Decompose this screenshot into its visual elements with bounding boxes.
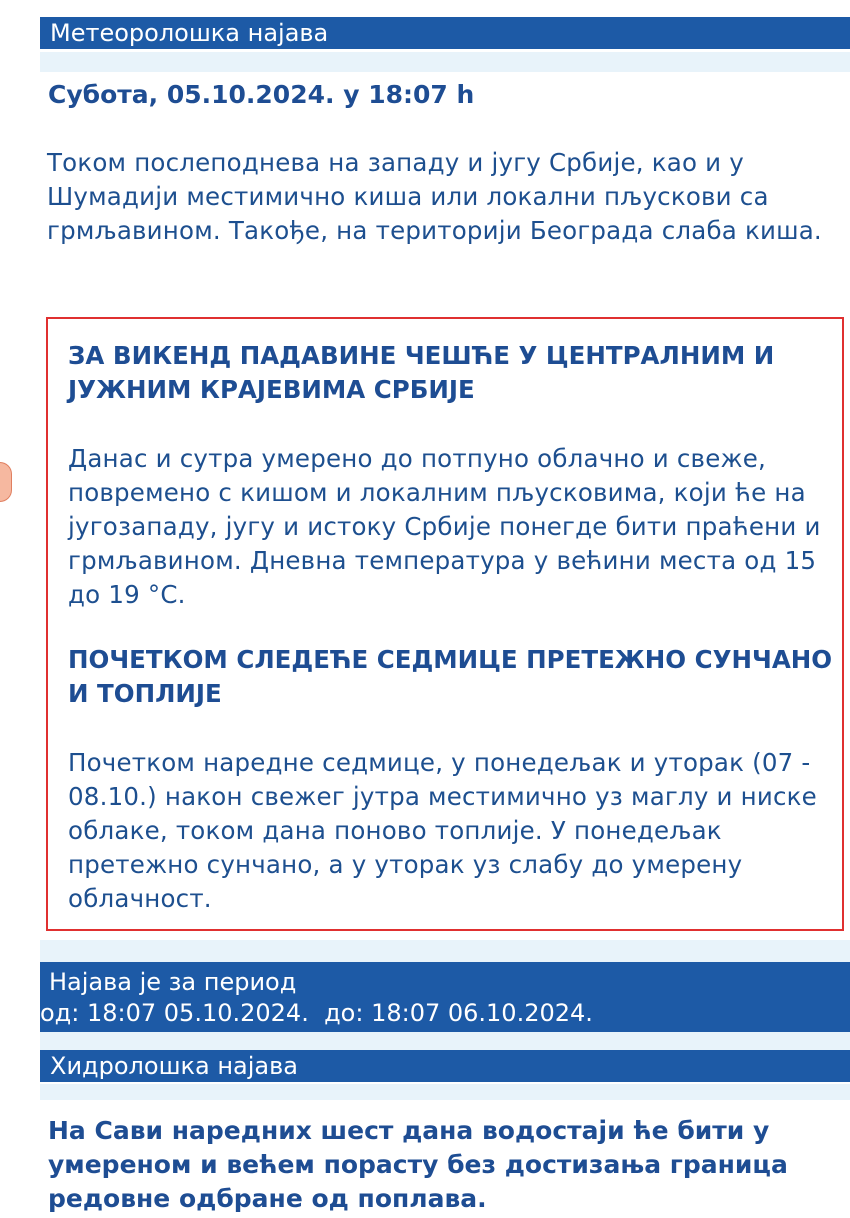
meteo-forecast-header: Метеоролошка најава <box>40 17 850 49</box>
hydro-forecast-text: На Сави наредних шест дана водостаји ће бити у умереном и већем порасту без достизања граница редовне одбране од поплава. <box>48 1116 788 1213</box>
period-label: Најава је за период <box>49 968 297 996</box>
hydro-top-strip <box>40 1032 850 1050</box>
forecast-date-line: Субота, 05.10.2024. у 18:07 h <box>48 80 475 109</box>
period-top-strip <box>40 940 850 962</box>
outlook-text-weekend: Данас и сутра умерено до потпуно облачно и свеже, повремено с кишом и локалним пљусковима, који ће на југозападу, југу и истоку Србије понегде бити праћени и грмљавином. Дневна температура у већини места од 15 до 19 °C. <box>68 444 821 609</box>
forecast-intro-text: Током послеподнева на западу и југу Србије, као и у Шумадији местимично киша или локални пљускови са грмљавином. Такође, на територији Београда слаба киша. <box>47 148 822 245</box>
pointer-hand-icon <box>0 462 12 502</box>
outlook-heading-weekend: ЗА ВИКЕНД ПАДАВИНЕ ЧЕШЋЕ У ЦЕНТРАЛНИМ И ЈУЖНИМ КРАЈЕВИМА СРБИЈЕ <box>68 341 775 404</box>
outlook-text-next-week: Почетком наредне седмице, у понедељак и уторак (07 - 08.10.) након свежег јутра местимично уз маглу и ниске облаке, током дана поново топлије. У понедељак претежно сунчано, а у уторак уз слабу до умерену облачност. <box>68 748 817 913</box>
hydro-forecast-header: Хидролошка најава <box>40 1050 850 1082</box>
weather-outlook-box <box>46 317 844 931</box>
period-range: од: 18:07 05.10.2024. до: 18:07 06.10.2024. <box>40 999 593 1027</box>
forecast-period-bar <box>40 962 850 1032</box>
outlook-heading-next-week: ПОЧЕТКОМ СЛЕДЕЋЕ СЕДМИЦЕ ПРЕТЕЖНО СУНЧАНО И ТОПЛИЈЕ <box>68 645 833 708</box>
header-divider-strip <box>40 52 850 72</box>
hydro-divider-strip <box>40 1084 850 1100</box>
